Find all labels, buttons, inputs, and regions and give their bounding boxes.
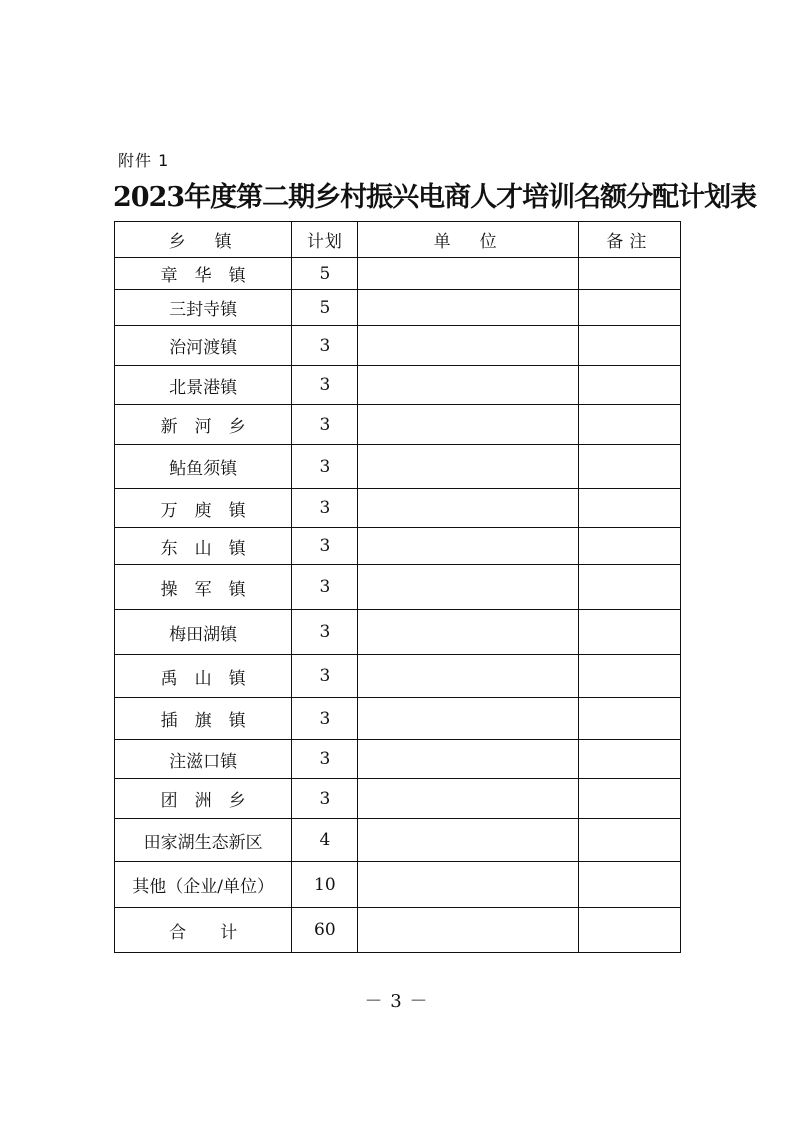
table-row [115, 908, 681, 953]
cell-unit [358, 698, 578, 740]
cell-unit [358, 489, 578, 528]
cell-note [578, 610, 680, 655]
cell-note [578, 740, 680, 779]
cell-plan: 3 [292, 445, 358, 489]
table-row [115, 740, 681, 779]
table-body [115, 258, 681, 953]
cell-unit [358, 528, 578, 565]
cell-town: 梅田湖镇 [115, 610, 292, 655]
table-row [115, 290, 681, 326]
cell-note [578, 445, 680, 489]
cell-town: 北景港镇 [115, 366, 292, 405]
cell-note [578, 655, 680, 698]
cell-note [578, 489, 680, 528]
header-unit: 单 位 [358, 222, 578, 258]
cell-plan: 3 [292, 655, 358, 698]
cell-town: 三封寺镇 [115, 290, 292, 326]
header-plan: 计划 [292, 222, 358, 258]
cell-unit [358, 610, 578, 655]
table-row [115, 862, 681, 908]
cell-town: 禹 山 镇 [115, 655, 292, 698]
table-row [115, 779, 681, 819]
cell-town: 田家湖生态新区 [115, 819, 292, 862]
cell-town: 东 山 镇 [115, 528, 292, 565]
page-number: － 3 － [364, 991, 429, 1012]
cell-note [578, 528, 680, 565]
cell-note [578, 326, 680, 366]
cell-note [578, 779, 680, 819]
cell-plan: 60 [292, 908, 358, 953]
cell-note [578, 366, 680, 405]
attachment-label: 附件 1 [118, 151, 170, 170]
cell-plan: 3 [292, 610, 358, 655]
cell-plan: 3 [292, 528, 358, 565]
cell-plan: 3 [292, 405, 358, 445]
cell-note [578, 862, 680, 908]
cell-note [578, 258, 680, 290]
cell-unit [358, 779, 578, 819]
cell-unit [358, 819, 578, 862]
cell-note [578, 698, 680, 740]
table-row [115, 258, 681, 290]
table-row [115, 366, 681, 405]
header-town: 乡 镇 [115, 222, 292, 258]
cell-unit [358, 290, 578, 326]
table-row [115, 445, 681, 489]
cell-town: 章 华 镇 [115, 258, 292, 290]
cell-note [578, 290, 680, 326]
cell-plan: 3 [292, 366, 358, 405]
cell-unit [358, 862, 578, 908]
cell-town: 操 军 镇 [115, 565, 292, 610]
cell-unit [358, 326, 578, 366]
cell-note [578, 565, 680, 610]
cell-town: 万 庾 镇 [115, 489, 292, 528]
cell-plan: 10 [292, 862, 358, 908]
cell-unit [358, 405, 578, 445]
cell-unit [358, 655, 578, 698]
cell-town: 鲇鱼须镇 [115, 445, 292, 489]
cell-plan: 3 [292, 565, 358, 610]
cell-note [578, 819, 680, 862]
cell-town: 团 洲 乡 [115, 779, 292, 819]
cell-plan: 3 [292, 489, 358, 528]
table-row [115, 610, 681, 655]
cell-unit [358, 740, 578, 779]
cell-unit [358, 565, 578, 610]
cell-plan: 3 [292, 779, 358, 819]
table-row [115, 565, 681, 610]
header-note: 备注 [578, 222, 680, 258]
cell-note [578, 908, 680, 953]
cell-unit [358, 445, 578, 489]
cell-note [578, 405, 680, 445]
cell-town: 注滋口镇 [115, 740, 292, 779]
cell-town: 插 旗 镇 [115, 698, 292, 740]
cell-unit [358, 908, 578, 953]
cell-plan: 5 [292, 290, 358, 326]
table-row [115, 655, 681, 698]
cell-town: 合 计 [115, 908, 292, 953]
cell-unit [358, 366, 578, 405]
cell-plan: 3 [292, 740, 358, 779]
table-header-row [115, 222, 681, 258]
table-row [115, 528, 681, 565]
cell-plan: 5 [292, 258, 358, 290]
table-row [115, 698, 681, 740]
table-row [115, 819, 681, 862]
table-row [115, 326, 681, 366]
cell-unit [358, 258, 578, 290]
cell-plan: 3 [292, 326, 358, 366]
cell-plan: 4 [292, 819, 358, 862]
cell-town: 治河渡镇 [115, 326, 292, 366]
cell-town: 其他（企业/单位） [115, 862, 292, 908]
table-row [115, 405, 681, 445]
cell-town: 新 河 乡 [115, 405, 292, 445]
cell-plan: 3 [292, 698, 358, 740]
document-title: 2023年度第二期乡村振兴电商人才培训名额分配计划表 [113, 182, 757, 213]
table-row [115, 489, 681, 528]
quota-allocation-table [114, 221, 681, 953]
